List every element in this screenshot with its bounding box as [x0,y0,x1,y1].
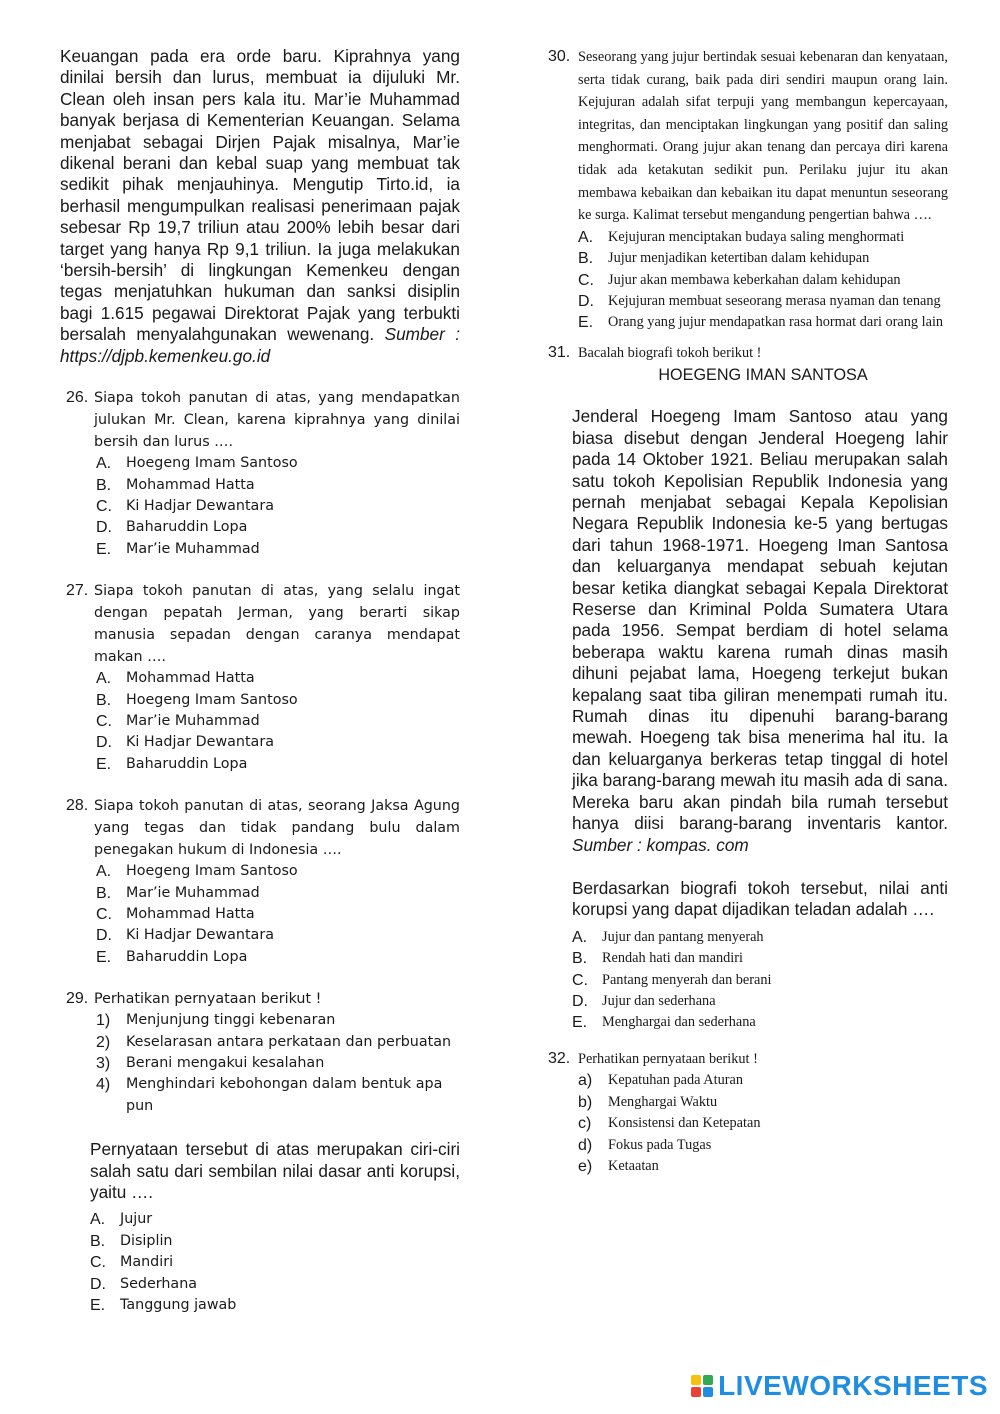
option-label: B. [96,691,112,709]
intro-text: Keuangan pada era orde baru. Kiprahnya yang dinilai bersih dan lurus, membuat ia dijuluki Mr. Clean oleh insan pers kala itu. Mar’ie Muhammad banyak berjasa di Kementerian Keuangan. Selama menjabat sebagai Dirjen Pajak misalnya, Mar’ie dikenal berani dan kebal suap yang membuat tak sedikit pihak menjauhinya. Mengutip Tirto.id, ia berhasil mengumpulkan realisasi penerimaan pajak sebesar Rp 19,7 triliun atau 200% lebih besar dari target yang hanya Rp 9,1 triliun. Ia juga melakukan ‘bersih-bersih’ di lingkungan Kemenkeu dengan tegas menjatuhkan hukuman dan sanksi disiplin bagi 1.615 pegawai Direktorat Pajak yang terbukti bersalah menyalahgunakan wewenang. [60,46,460,345]
answer-option-e[interactable] [548,1012,948,1033]
option-label: D. [90,1275,106,1293]
answer-option-c[interactable] [60,1252,460,1273]
statement-item [60,1010,460,1031]
question-32 [548,1048,948,1178]
answer-options [60,668,460,775]
statement-label: 3) [96,1055,111,1072]
question-number: 31. [548,343,571,361]
option-text: Kejujuran menciptakan budaya saling menghormati [608,228,905,245]
option-label: E. [90,1297,106,1315]
answer-option-b[interactable] [548,248,948,269]
option-text: Hoegeng Imam Santoso [126,863,298,880]
answer-option-d[interactable] [60,1274,460,1295]
option-label: C. [572,971,588,989]
answer-option-c[interactable] [60,711,460,732]
option-label: E. [96,540,112,558]
option-text: Mar’ie Muhammad [126,712,260,729]
answer-option-d[interactable] [548,991,948,1012]
biography-text [572,406,948,856]
statement-item [548,1113,948,1134]
intro-paragraph [60,46,460,367]
question-stem [60,387,460,453]
option-text: Baharuddin Lopa [126,755,248,772]
question-stem [60,795,460,861]
answer-options [60,1209,460,1316]
question-stem [60,580,460,668]
question-number: 29. [66,990,89,1008]
statement-label: 1) [96,1012,111,1030]
option-text: Sederhana [120,1275,198,1292]
option-label: C. [578,271,594,289]
option-label: D. [572,992,588,1010]
liveworksheets-logo-icon [690,1374,714,1398]
answer-option-d[interactable] [60,517,460,538]
question-number: 30. [548,48,571,65]
biography-source: Sumber : kompas. com [572,834,749,855]
answer-option-c[interactable] [60,496,460,517]
option-label: C. [96,712,112,730]
question-27 [60,580,460,775]
answer-option-d[interactable] [60,925,460,946]
statement-label: a) [578,1072,593,1090]
option-text: Ki Hadjar Dewantara [126,497,274,514]
option-label: D. [96,519,112,537]
question-stem [548,342,948,365]
answer-option-b[interactable] [60,883,460,904]
question-stem [548,1048,948,1071]
question-29 [60,988,460,1316]
option-text: Mohammad Hatta [126,476,255,493]
answer-option-e[interactable] [60,754,460,775]
question-text: Siapa tokoh panutan di atas, yang mendapatkan julukan Mr. Clean, karena kiprahnya yang dinilai bersih dan lurus …. [94,390,460,451]
statement-item [60,1032,460,1053]
question-text: Perhatikan pernyataan berikut ! [578,1050,758,1067]
answer-options [548,227,948,334]
answer-option-a[interactable] [548,927,948,948]
answer-option-b[interactable] [548,948,948,969]
answer-options [60,453,460,560]
option-label: E. [578,314,594,332]
option-text: Mandiri [120,1254,174,1271]
answer-option-c[interactable] [548,270,948,291]
question-text: Siapa tokoh panutan di atas, yang selalu ingat dengan pepatah Jerman, yang berarti sikap manusia sepadan dengan caranya mendapat makan …. [94,583,460,666]
statement-text: Menjunjung tinggi kebenaran [126,1012,336,1029]
answer-option-a[interactable] [60,861,460,882]
answer-option-a[interactable] [60,668,460,689]
option-text: Hoegeng Imam Santoso [126,455,298,472]
option-label: B. [572,950,588,968]
option-text: Disiplin [120,1232,173,1249]
question-prompt: Pernyataan tersebut di atas merupakan ciri-ciri salah satu dari sembilan nilai dasar anti korupsi, yaitu …. [90,1139,460,1203]
option-text: Mohammad Hatta [126,670,255,687]
answer-options [548,927,948,1034]
question-text: Bacalah biografi tokoh berikut ! [578,344,762,361]
answer-option-c[interactable] [60,904,460,925]
option-label: A. [578,228,594,246]
option-text: Baharuddin Lopa [126,948,248,965]
statement-label: 4) [96,1076,111,1094]
option-label: B. [578,250,594,268]
question-26 [60,387,460,560]
option-text: Hoegeng Imam Santoso [126,691,298,708]
answer-option-e[interactable] [60,1295,460,1316]
statement-text: Keselarasan antara perkataan dan perbuatan [126,1033,452,1050]
statement-item [548,1070,948,1091]
option-text: Ki Hadjar Dewantara [126,927,274,944]
answer-option-a[interactable] [60,1209,460,1230]
statement-label: c) [578,1115,592,1133]
option-label: E. [96,755,112,773]
biography-title: HOEGENG IMAN SANTOSA [658,366,868,385]
option-text: Menghargai dan sederhana [602,1014,756,1031]
question-number: 27. [66,582,89,600]
option-text: Ki Hadjar Dewantara [126,734,274,751]
statement-list [60,1010,460,1117]
option-label: E. [96,948,112,966]
question-text: Siapa tokoh panutan di atas, seorang Jaksa Agung yang tegas dan tidak pandang bulu dalam penegakan hukum di Indonesia …. [94,798,460,859]
statement-text: Ketaatan [608,1157,659,1174]
question-28 [60,795,460,968]
statement-label: b) [578,1093,593,1111]
answer-option-b[interactable] [60,690,460,711]
option-text: Mar’ie Muhammad [126,540,260,557]
statement-item [60,1053,460,1074]
question-stem [548,46,948,227]
option-text: Orang yang jujur mendapatkan rasa hormat dari orang lain [608,314,944,331]
answer-options [60,861,460,968]
option-text: Jujur [120,1211,153,1228]
option-text: Mohammad Hatta [126,905,255,922]
option-text: Baharuddin Lopa [126,519,248,536]
answer-option-b[interactable] [60,1231,460,1252]
option-text: Jujur dan pantang menyerah [602,928,764,945]
answer-option-d[interactable] [548,291,948,312]
statement-text: Konsistensi dan Ketepatan [608,1115,761,1132]
question-number: 26. [66,389,89,407]
option-label: E. [572,1014,588,1032]
option-text: Jujur dan sederhana [602,992,716,1009]
option-label: A. [572,928,588,946]
option-text: Kejujuran membuat seseorang merasa nyaman dan tenang [608,292,941,309]
biography-body: Jenderal Hoegeng Imam Santoso atau yang biasa disebut dengan Jenderal Hoegeng lahir pada 14 Oktober 1921. Beliau merupakan salah satu tokoh Kepolisian Republik Indonesia yang pernah menjabat sebagai Kepala Kepolisian Negara Republik Indonesia ke-5 yang bertugas dari tahun 1968-1971. Hoegeng Iman Santosa dan keluarganya mendapat sebuah kejutan besar ketika diangkat sebagai Kepala Direktorat Reserse dan Kriminal Polda Sumatera Utara pada 1956. Sempat berdiam di hotel selama beberapa waktu karena rumah dinas masih dihuni pejabat lama, Hoegeng terkejut bukan kepalang saat tiba giliran menempati rumah itu. Rumah dinas itu dipenuhi barang-barang mewah. Hoegeng tak bisa menerima hal itu. Ia dan keluarganya berkeras tetap tinggal di hotel jika barang-barang mewah itu masih ada di sana. Mereka baru akan pindah bila rumah tersebut hanya diisi barang-barang inventaris kantor. [572,406,948,834]
option-text: Jujur akan membawa keberkahan dalam kehidupan [608,271,901,288]
statement-text: Kepatuhan pada Aturan [608,1072,743,1089]
option-text: Tanggung jawab [120,1297,237,1314]
statement-item [548,1135,948,1156]
question-31 [548,342,948,1034]
question-stem [60,988,460,1010]
option-text: Mar’ie Muhammad [126,884,260,901]
statement-label: d) [578,1136,593,1154]
right-column [548,46,948,1177]
option-text: Pantang menyerah dan berani [602,971,772,988]
option-text: Rendah hati dan mandiri [602,950,743,967]
statement-item [548,1092,948,1113]
question-30 [548,46,948,334]
question-number: 28. [66,797,89,815]
statement-item [60,1074,460,1117]
question-text: Perhatikan pernyataan berikut ! [94,991,322,1008]
answer-option-b[interactable] [60,475,460,496]
statement-list [548,1070,948,1177]
statement-text: Menghargai Waktu [608,1093,718,1110]
option-label: B. [96,884,112,902]
option-label: C. [96,905,112,923]
statement-item [548,1156,948,1177]
intro-source: Sumber : https://djpb.kemenkeu.go.id [60,324,461,366]
option-label: C. [90,1254,106,1272]
answer-option-d[interactable] [60,732,460,753]
statement-text: Menghindari kebohongan dalam bentuk apa pun [126,1076,443,1114]
answer-option-e[interactable] [60,947,460,968]
option-label: A. [96,455,112,473]
statement-label: e) [578,1157,593,1175]
answer-option-a[interactable] [548,227,948,248]
answer-option-e[interactable] [548,312,948,333]
question-number: 32. [548,1049,571,1067]
answer-option-a[interactable] [60,453,460,474]
option-label: B. [90,1232,106,1250]
option-label: D. [96,927,112,945]
left-column [60,46,460,1316]
option-label: A. [90,1211,106,1229]
option-label: D. [578,292,594,310]
option-label: B. [96,476,112,494]
option-text: Jujur menjadikan ketertiban dalam kehidupan [608,250,870,267]
answer-option-e[interactable] [60,539,460,560]
option-label: A. [96,863,112,881]
statement-text: Fokus pada Tugas [608,1136,712,1153]
statement-label: 2) [96,1033,111,1051]
question-prompt: Berdasarkan biografi tokoh tersebut, nilai anti korupsi yang dapat dijadikan teladan adalah …. [572,877,948,920]
option-label: A. [96,670,112,688]
liveworksheets-logo [690,1370,988,1402]
answer-option-c[interactable] [548,970,948,991]
question-text: Seseorang yang jujur bertindak sesuai kebenaran dan kenyataan, serta tidak curang, baik pada diri sendiri maupun orang lain. Kejujuran adalah sifat terpuji yang membangun kepercayaan, integritas, dan menciptakan lingkungan yang positif dan saling menghormati. Orang jujur akan tenang dan percaya diri karena tidak ada ketakutan sedikit pun. Perilaku jujur itu akan membawa kebaikan dan kebaikan itu dapat menuntun seseorang ke surga. Kalimat tersebut mengandung pengertian bahwa …. [578,49,948,224]
option-label: C. [96,497,112,515]
statement-text: Berani mengakui kesalahan [126,1055,325,1071]
liveworksheets-logo-text: LIVEWORKSHEETS [718,1370,988,1401]
option-label: D. [96,734,112,752]
